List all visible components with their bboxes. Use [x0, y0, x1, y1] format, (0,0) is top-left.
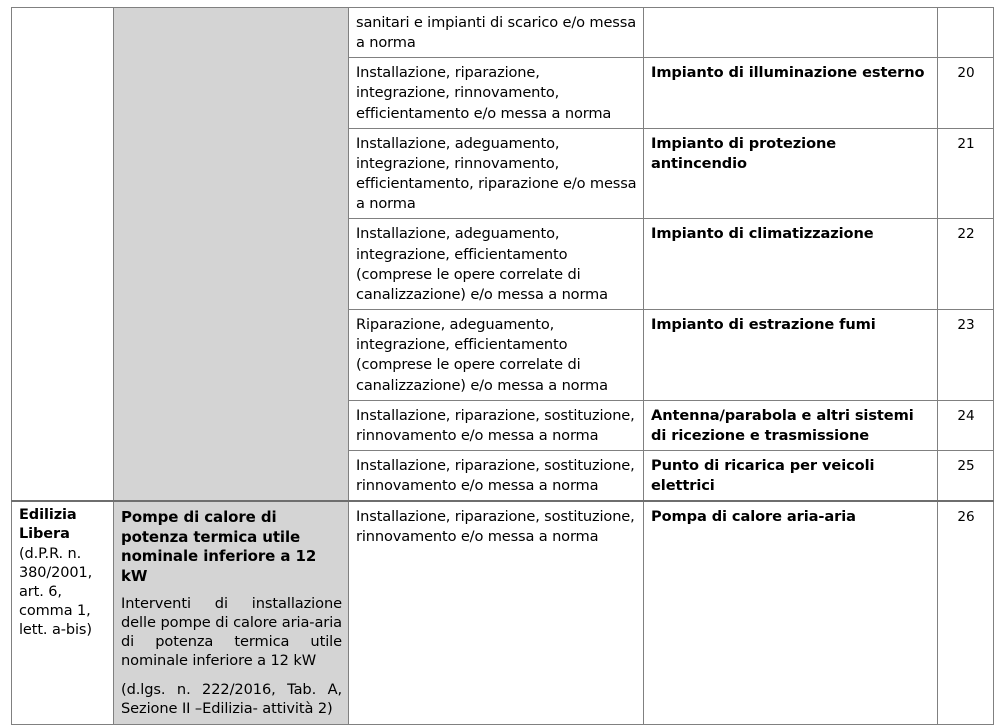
table-row-edilizia-libera	[12, 501, 994, 724]
action-cell	[349, 58, 644, 128]
intervention-description-cell	[114, 501, 349, 724]
action-text: Installazione, adeguamento, integrazione, rinnovamento, efficientamento, riparazione e/o messa a norma	[356, 134, 637, 213]
row-number-cell	[938, 450, 994, 501]
action-cell	[349, 128, 644, 219]
action-text: Installazione, adeguamento, integrazione, efficientamento (comprese le opere correlate di canalizzazione) e/o messa a norma	[356, 225, 608, 303]
action-cell	[349, 8, 644, 58]
system-cell	[644, 400, 938, 450]
system-cell	[644, 219, 938, 310]
action-cell	[349, 450, 644, 501]
table-body	[12, 8, 994, 725]
row-number: 24	[957, 407, 975, 424]
row-number-cell	[938, 219, 994, 310]
intervention-description-cell	[114, 8, 349, 502]
row-number: 25	[957, 457, 975, 474]
system-cell	[644, 8, 938, 58]
action-text: Installazione, riparazione, sostituzione, rinnovamento e/o messa a norma	[356, 406, 635, 444]
intervention-paragraph: Interventi di installazione delle pompe di calore aria-aria di potenza termica utile nominale inferiore a 12 kW	[121, 595, 342, 670]
system-cell	[644, 501, 938, 724]
interventions-table	[11, 7, 994, 725]
action-cell	[349, 219, 644, 310]
system-cell	[644, 128, 938, 219]
row-number-cell	[938, 8, 994, 58]
action-text: Riparazione, adeguamento, integrazione, efficientamento (comprese le opere correlate di canalizzazione) e/o messa a norma	[356, 316, 608, 394]
system-name: Antenna/parabola e altri sistemi di ricezione e trasmissione	[651, 406, 914, 444]
row-number: 22	[957, 226, 975, 243]
law-title: Edilizia Libera	[19, 507, 77, 543]
action-text: Installazione, riparazione, sostituzione, rinnovamento e/o messa a norma	[356, 508, 635, 546]
system-name: Punto di ricarica per veicoli elettrici	[651, 456, 875, 495]
system-name: Pompa di calore aria-aria	[651, 508, 856, 526]
system-name: Impianto di climatizzazione	[651, 225, 874, 243]
law-reference: (d.P.R. n. 380/2001, art. 6, comma 1, lett. a-bis)	[19, 545, 93, 639]
action-text: sanitari e impianti di scarico e/o messa a norma	[356, 14, 637, 52]
intervention-source-reference: (d.lgs. n. 222/2016, Tab. A, Sezione II –Edilizia- attività 2)	[121, 681, 342, 718]
action-cell	[349, 310, 644, 401]
row-number: 20	[957, 65, 975, 82]
system-cell	[644, 58, 938, 128]
system-cell	[644, 310, 938, 401]
system-name: Impianto di illuminazione esterno	[651, 64, 925, 82]
row-number: 23	[957, 317, 975, 334]
system-name: Impianto di estrazione fumi	[651, 316, 876, 334]
row-number-cell	[938, 310, 994, 401]
row-number-cell	[938, 501, 994, 724]
action-text: Installazione, riparazione, integrazione, rinnovamento, efficientamento e/o messa a norma	[356, 64, 612, 122]
row-number-cell	[938, 58, 994, 128]
law-reference-cell	[12, 501, 114, 724]
intervention-title: Pompe di calore di potenza termica utile nominale inferiore a 12 kW	[121, 508, 317, 585]
table-row	[12, 8, 994, 58]
row-number-cell	[938, 128, 994, 219]
row-number: 21	[957, 135, 975, 152]
action-cell	[349, 400, 644, 450]
system-name: Impianto di protezione antincendio	[651, 134, 837, 172]
action-text: Installazione, riparazione, sostituzione, rinnovamento e/o messa a norma	[356, 456, 635, 495]
law-reference-cell	[12, 8, 114, 502]
system-cell	[644, 450, 938, 501]
row-number: 26	[957, 509, 975, 526]
row-number-cell	[938, 400, 994, 450]
action-cell	[349, 501, 644, 724]
